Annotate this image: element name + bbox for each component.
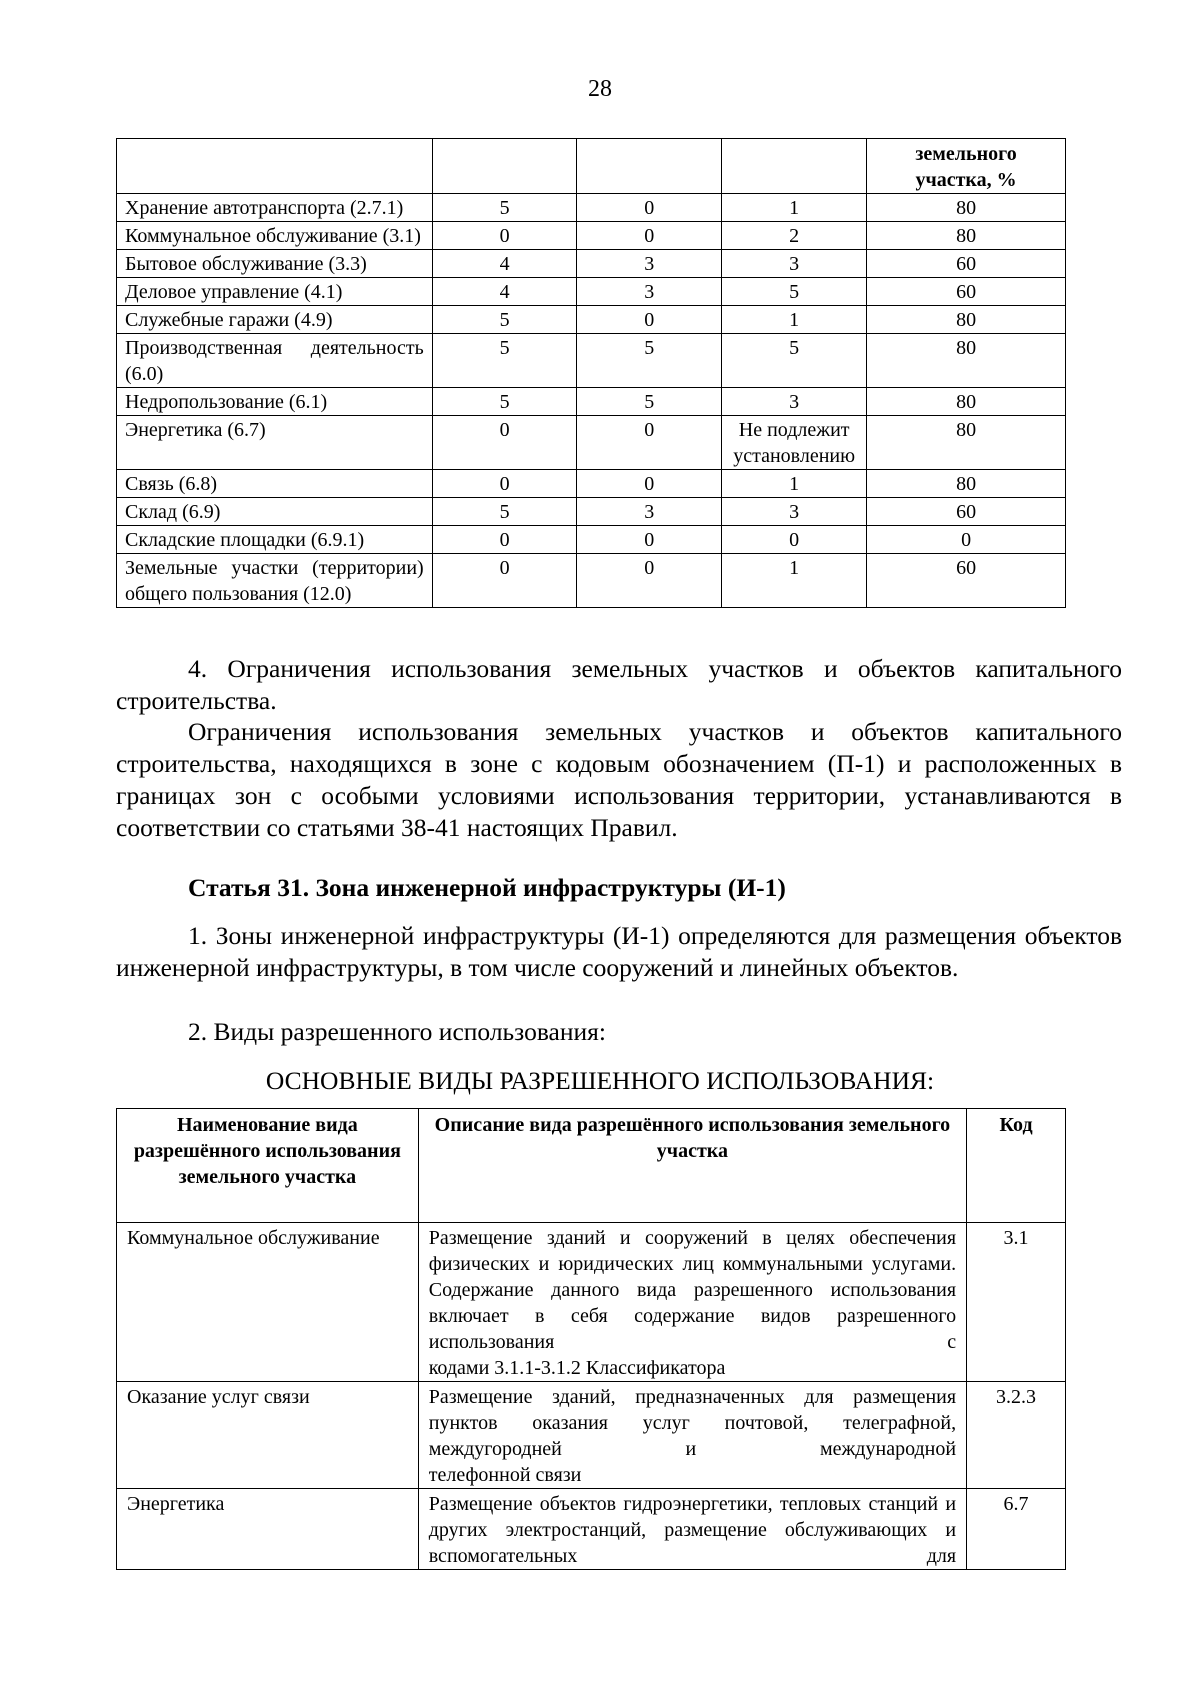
value-cell: 5	[432, 334, 577, 388]
description-text: Размещение зданий и сооружений в целях обеспечения физических и юридических лиц коммунальными услугами. Содержание данного вида разрешенного использования включает в себя содержание видов разрешенного использования с	[428, 1227, 957, 1353]
value-cell: 0	[432, 470, 577, 498]
value-cell: 3	[577, 498, 722, 526]
value-cell: 0	[577, 416, 722, 470]
row-name-cell: Склад (6.9)	[117, 498, 433, 526]
row-name-cell: Бытовое обслуживание (3.3)	[117, 250, 433, 278]
value-cell: 0	[577, 554, 722, 608]
value-cell: 4	[432, 250, 577, 278]
use-name-cell: Оказание услуг связи	[117, 1382, 419, 1489]
page-number: 28	[588, 76, 612, 102]
table-row	[117, 250, 1066, 278]
value-cell: 80	[867, 194, 1066, 222]
table-row	[117, 1223, 1066, 1382]
use-description-cell	[418, 1489, 966, 1570]
table-row	[117, 1489, 1066, 1570]
value-cell: 3	[577, 278, 722, 306]
article-heading: Статья 31. Зона инженерной инфраструктуры (И-1)	[188, 873, 786, 902]
table-row	[117, 470, 1066, 498]
value-cell: 0	[867, 526, 1066, 554]
value-cell: 5	[722, 334, 867, 388]
row-name-cell: Производственная деятельность (6.0)	[117, 334, 433, 388]
value-cell: 1	[722, 306, 867, 334]
value-cell: 60	[867, 250, 1066, 278]
row-name-cell: Энергетика (6.7)	[117, 416, 433, 470]
value-cell: 3	[722, 498, 867, 526]
row-name-cell: Недропользование (6.1)	[117, 388, 433, 416]
row-name-cell: Земельные участки (территории) общего пользования (12.0)	[117, 554, 433, 608]
use-code-cell: 6.7	[967, 1489, 1066, 1570]
table-row	[117, 306, 1066, 334]
value-cell: 0	[577, 222, 722, 250]
header-code: Код	[967, 1109, 1066, 1223]
value-cell: 1	[722, 554, 867, 608]
use-code-cell: 3.1	[967, 1223, 1066, 1382]
header-description: Описание вида разрешённого использования земельного участка	[418, 1109, 966, 1223]
value-cell: 5	[722, 278, 867, 306]
value-cell: 5	[432, 194, 577, 222]
description-text: Размещение объектов гидроэнергетики, тепловых станций и других электростанций, размещение обслуживающих и вспомогательных для	[428, 1493, 957, 1567]
value-cell: 60	[867, 278, 1066, 306]
value-cell: 0	[577, 470, 722, 498]
value-cell: 4	[432, 278, 577, 306]
paragraph-restrictions-title: 4. Ограничения использования земельных участков и объектов капитального строительства.	[116, 654, 1122, 715]
table-row	[117, 388, 1066, 416]
table-row	[117, 554, 1066, 608]
value-cell: 5	[577, 388, 722, 416]
row-name-cell: Деловое управление (4.1)	[117, 278, 433, 306]
value-cell: 1	[722, 194, 867, 222]
value-cell: 0	[577, 194, 722, 222]
paragraph-restrictions-body: Ограничения использования земельных участков и объектов капитального строительства, находящихся в зоне с кодовым обозначением (П-1) и расположенных в границах зон с особыми условиями использования территории, устанавливаются в соответствии со статьями 38-41 настоящих Правил.	[116, 717, 1122, 842]
value-cell: 3	[722, 388, 867, 416]
use-name-cell: Энергетика	[117, 1489, 419, 1570]
value-cell: 80	[867, 388, 1066, 416]
table-row	[117, 526, 1066, 554]
header-cell-plot-percent: земельного участка, %	[867, 139, 1066, 194]
value-cell: 0	[577, 306, 722, 334]
value-cell: 80	[867, 470, 1066, 498]
table-header-row	[117, 1109, 1066, 1223]
value-cell: 0	[432, 526, 577, 554]
section-caps-title: ОСНОВНЫЕ ВИДЫ РАЗРЕШЕННОГО ИСПОЛЬЗОВАНИЯ:	[265, 1066, 935, 1095]
table-row	[117, 1382, 1066, 1489]
row-name-cell: Связь (6.8)	[117, 470, 433, 498]
value-cell: 5	[577, 334, 722, 388]
header-cell-empty	[722, 139, 867, 194]
description-text: Размещение зданий, предназначенных для размещения пунктов оказания услуг почтовой, телеграфной, междугородней и международной	[428, 1386, 957, 1460]
value-cell: 60	[867, 554, 1066, 608]
use-description-cell	[418, 1382, 966, 1489]
row-name-cell: Служебные гаражи (4.9)	[117, 306, 433, 334]
header-cell-empty	[577, 139, 722, 194]
value-cell: 0	[432, 416, 577, 470]
value-cell: 80	[867, 222, 1066, 250]
value-cell: 80	[867, 306, 1066, 334]
paragraph-zone-definition: 1. Зоны инженерной инфраструктуры (И-1) определяются для размещения объектов инженерной инфраструктуры, в том числе сооружений и линейных объектов.	[116, 921, 1122, 982]
row-name-cell: Коммунальное обслуживание (3.1)	[117, 222, 433, 250]
header-cell-empty	[432, 139, 577, 194]
value-cell: 80	[867, 334, 1066, 388]
value-cell: 2	[722, 222, 867, 250]
land-use-parameters-table	[116, 138, 1066, 608]
table-row	[117, 222, 1066, 250]
value-cell: 3	[577, 250, 722, 278]
row-name-cell: Складские площадки (6.9.1)	[117, 526, 433, 554]
use-description-cell	[418, 1223, 966, 1382]
table-row	[117, 278, 1066, 306]
permitted-uses-table	[116, 1108, 1066, 1570]
value-cell: Не подлежит установлению	[722, 416, 867, 470]
description-last-line: кодами 3.1.1-3.1.2 Классификатора	[428, 1357, 726, 1379]
value-cell: 0	[432, 222, 577, 250]
paragraph-permitted-uses: 2. Виды разрешенного использования:	[188, 1017, 606, 1046]
table-row	[117, 498, 1066, 526]
use-name-cell: Коммунальное обслуживание	[117, 1223, 419, 1382]
description-last-line: телефонной связи	[428, 1464, 582, 1486]
header-name: Наименование вида разрешённого использования земельного участка	[117, 1109, 419, 1223]
row-name-cell: Хранение автотранспорта (2.7.1)	[117, 194, 433, 222]
use-code-cell: 3.2.3	[967, 1382, 1066, 1489]
value-cell: 5	[432, 306, 577, 334]
value-cell: 1	[722, 470, 867, 498]
value-cell: 5	[432, 388, 577, 416]
value-cell: 80	[867, 416, 1066, 470]
table-row	[117, 416, 1066, 470]
value-cell: 0	[432, 554, 577, 608]
value-cell: 0	[722, 526, 867, 554]
table-row	[117, 194, 1066, 222]
value-cell: 5	[432, 498, 577, 526]
header-cell-empty	[117, 139, 433, 194]
value-cell: 3	[722, 250, 867, 278]
value-cell: 0	[577, 526, 722, 554]
table-row	[117, 334, 1066, 388]
table-header-row	[117, 139, 1066, 194]
value-cell: 60	[867, 498, 1066, 526]
